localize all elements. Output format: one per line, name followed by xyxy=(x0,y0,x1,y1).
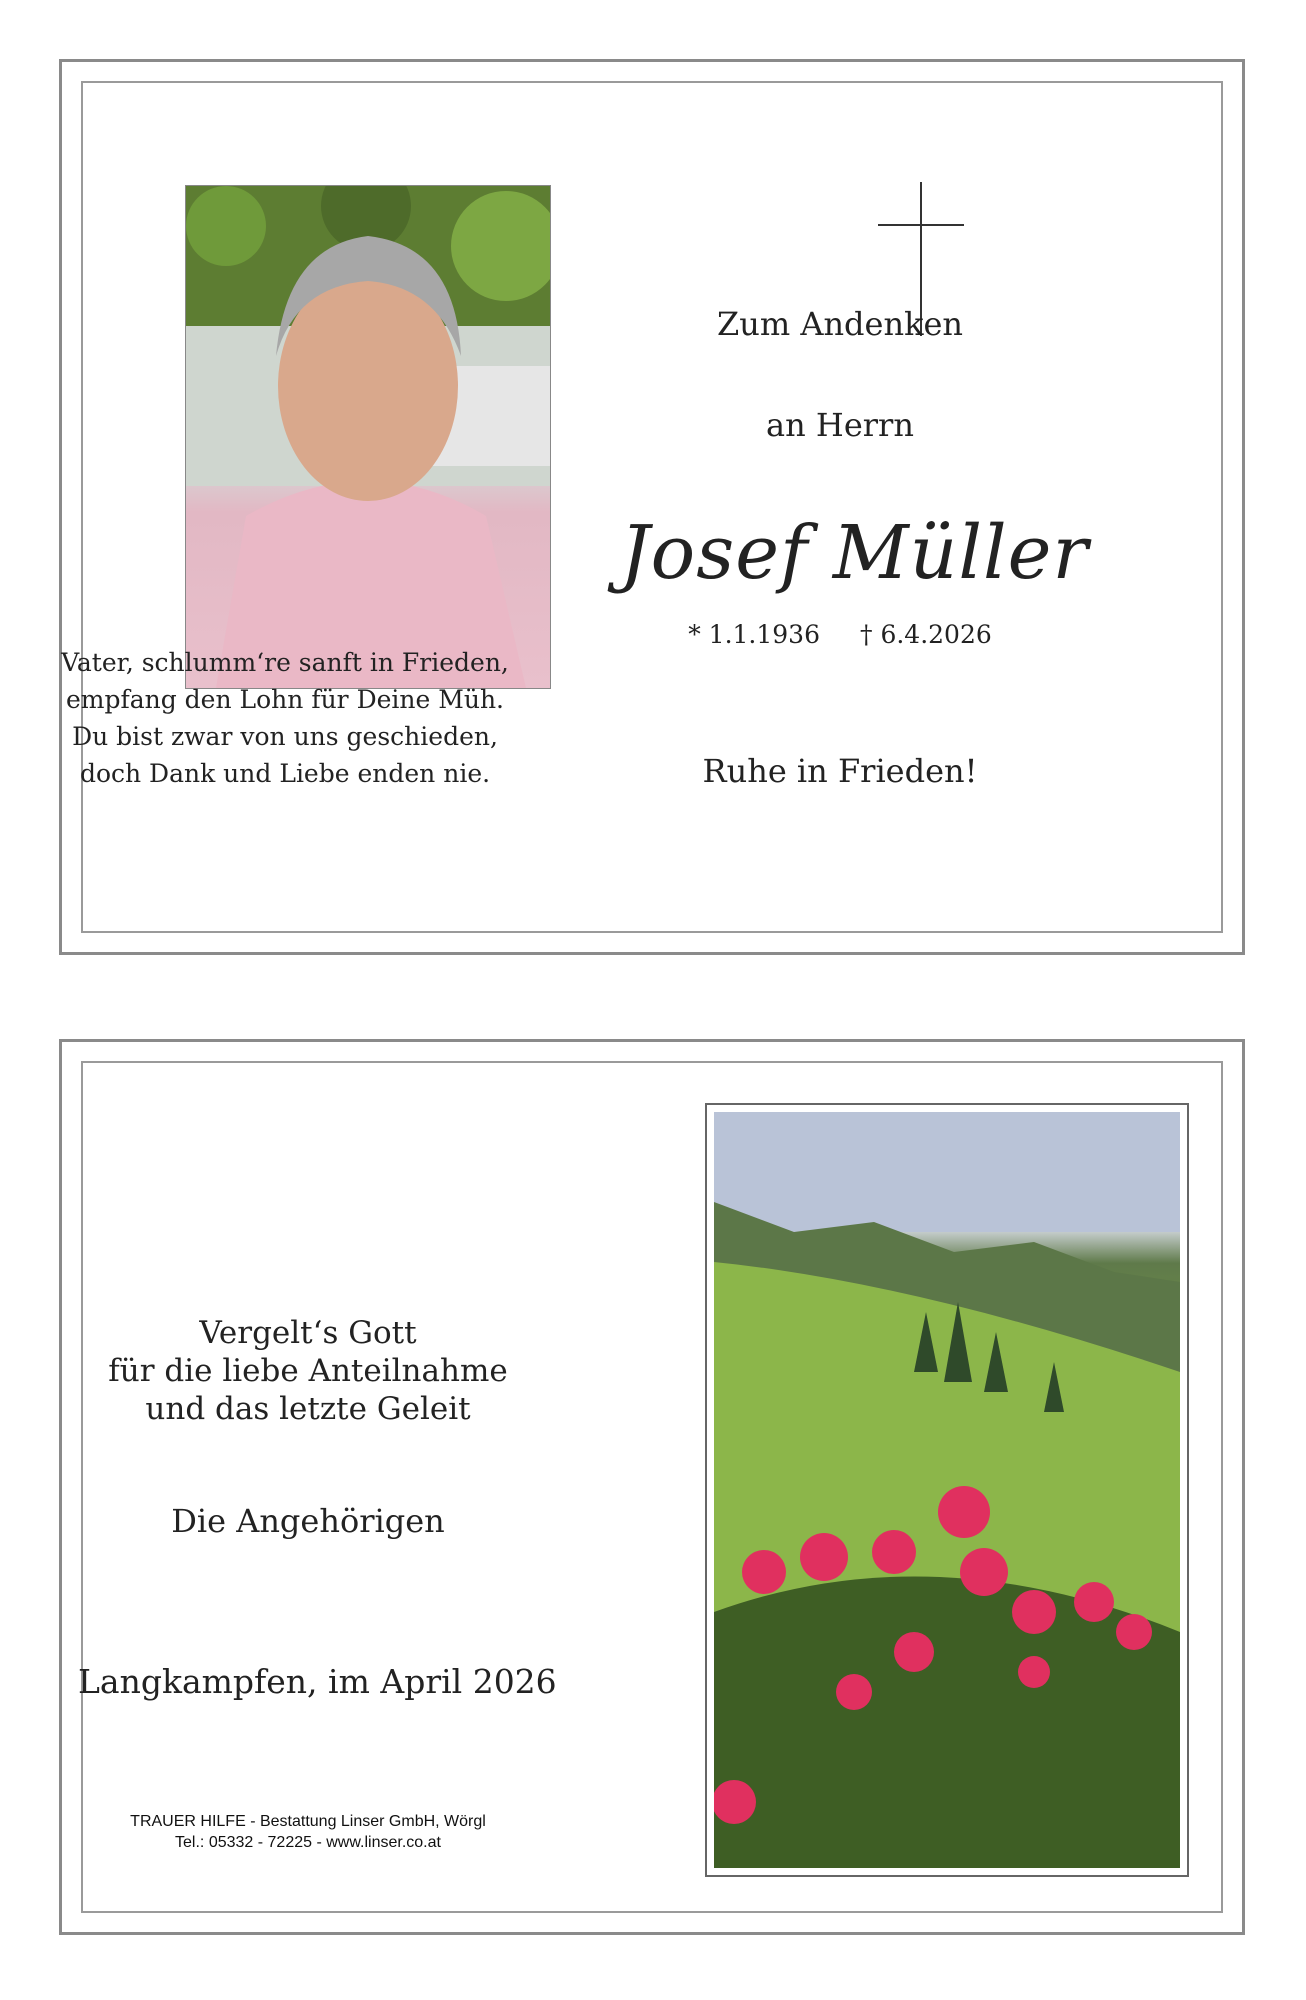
deceased-name: Josef Müller xyxy=(620,510,1089,596)
footer-line: Tel.: 05332 - 72225 - www.linser.co.at xyxy=(175,1834,441,1851)
landscape-illustration xyxy=(714,1112,1180,1868)
poem-line: empfang den Lohn für Deine Müh. xyxy=(65,685,505,714)
life-dates xyxy=(620,620,1060,649)
card-inner-border xyxy=(81,1061,1223,1913)
poem-line: Vater, schlumm‘re sanft in Frieden, xyxy=(61,648,509,677)
heading-zum-andenken: Zum Andenken xyxy=(716,305,964,343)
death-date: † 6.4.2026 xyxy=(860,620,992,649)
signature: Die Angehörigen xyxy=(171,1502,445,1540)
memorial-card-back xyxy=(59,1039,1245,1935)
birth-date: * 1.1.1936 xyxy=(688,620,820,649)
thanks-line: für die liebe Anteilnahme xyxy=(108,1353,508,1389)
portrait-illustration xyxy=(186,186,550,688)
poem xyxy=(60,644,510,792)
thanks-line: und das letzte Geleit xyxy=(145,1391,471,1427)
landscape-photo-frame xyxy=(705,1103,1189,1877)
poem-line: doch Dank und Liebe enden nie. xyxy=(79,759,491,788)
alpine-roses-photo xyxy=(714,1112,1180,1868)
memorial-card-front xyxy=(59,59,1245,955)
thanks-line: Vergelt‘s Gott xyxy=(199,1315,417,1351)
closing-phrase: Ruhe in Frieden! xyxy=(702,752,978,790)
portrait-photo xyxy=(185,185,551,689)
salutation: an Herrn xyxy=(766,406,914,444)
footer-line: TRAUER HILFE - Bestattung Linser GmbH, Wörgl xyxy=(130,1813,486,1830)
place-date: Langkampfen, im April 2026 xyxy=(78,1662,557,1701)
funeral-home-footer xyxy=(78,1811,538,1853)
poem-line: Du bist zwar von uns geschieden, xyxy=(72,722,498,751)
thanks-message xyxy=(78,1314,538,1428)
card-inner-border xyxy=(81,81,1223,933)
